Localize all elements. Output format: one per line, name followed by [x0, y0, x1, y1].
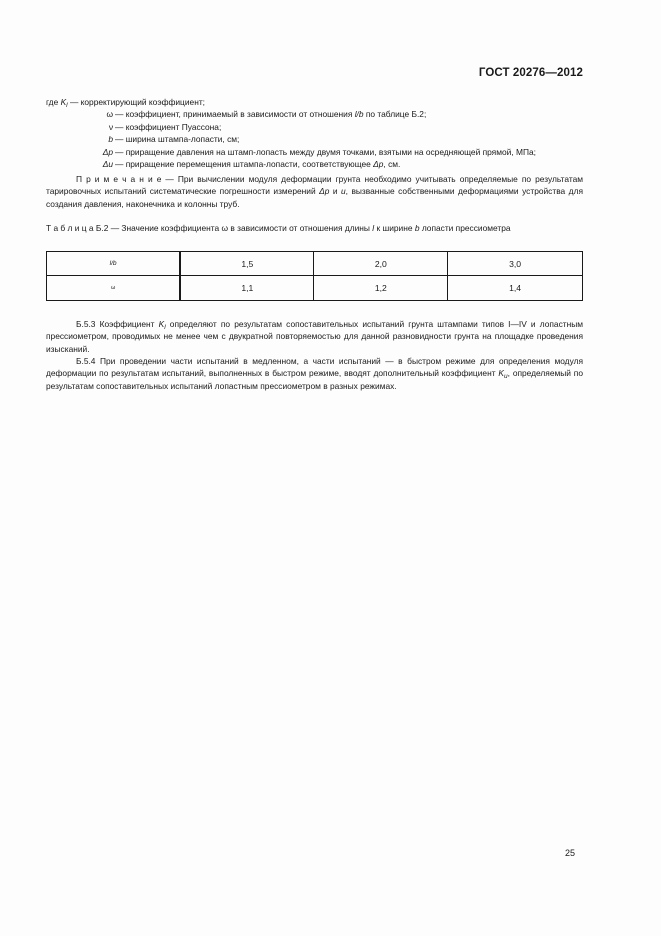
page-number: 25 — [564, 848, 575, 858]
ratio-symbol: l/b — [354, 109, 364, 120]
inline-symbol: Δp — [373, 158, 384, 169]
paragraph-text: определяют по результатам сопоставительных испытаний грунта штампами типов I—IV и лопастным прессиометром, проводимых не менее чем с двукратной повторяемостью для данной разновидности грунта на площадке проведения изысканий. — [46, 319, 583, 354]
paragraph-text: Б.5.3 Коэффициент — [76, 319, 159, 329]
definition-text-tail: , см. — [383, 158, 401, 169]
symbol: ν — [108, 121, 113, 132]
symbol: ω — [106, 109, 113, 120]
symbol: K — [60, 97, 67, 107]
definition-text: — коэффициент Пуассона; — [115, 121, 222, 132]
where-label: где — [46, 97, 59, 107]
table-caption — [46, 222, 583, 234]
paragraph-text: Б.5.4 При проведении части испытаний в медленном, а части испытаний — в быстром режиме для определения модуля деформации по результатам испытаний, выполненных в быстром режиме, вводят дополнительный коэффициент — [46, 356, 583, 379]
definition-row — [46, 158, 586, 170]
paragraph-b54 — [46, 355, 583, 392]
symbol: Δu — [102, 158, 113, 169]
note-text: , вызванные собственными деформациями устройства для создания давления, наконечника и колонны труб. — [46, 186, 583, 209]
definition-row — [46, 146, 586, 158]
definition-row — [46, 96, 586, 108]
definition-text: — приращение давления на штамп-лопасть между двумя точками, взятыми на осредняющей прямой, МПа; — [115, 146, 536, 157]
table-cell: 1,1 — [180, 276, 314, 301]
table-row-header: ω — [47, 276, 181, 301]
definition-row — [46, 108, 586, 120]
inline-symbol: Δp — [319, 186, 330, 197]
caption-text: лопасти прессиометра — [419, 223, 511, 233]
coefficient-table — [46, 251, 583, 301]
document-header: ГОСТ 20276—2012 — [478, 67, 583, 79]
table-cell: 2,0 — [314, 252, 448, 276]
paragraph-b53 — [46, 318, 583, 355]
note-label: П р и м е ч а н и е — [76, 174, 162, 184]
table-row — [47, 252, 583, 276]
table-cell: 1,5 — [180, 252, 314, 276]
symbol-subscript: l — [164, 324, 166, 331]
symbol-subscript: l — [66, 102, 68, 109]
definition-text: — корректирующий коэффициент; — [69, 97, 205, 107]
definition-text: — ширина штампа-лопасти, см; — [115, 134, 240, 145]
inline-symbol: K — [498, 368, 504, 379]
caption-text: к ширине — [374, 223, 415, 233]
table-cell: 1,2 — [314, 276, 448, 301]
symbol: Δp — [102, 146, 113, 157]
table-row-header: l/b — [47, 252, 181, 276]
note-text: — При вычислении модуля деформации грунта необходимо учитывать определяемые по результатам тарировочных испытаний систематические погрешности измерений — [46, 174, 583, 197]
table-row — [47, 276, 583, 301]
definition-text: — приращение перемещения штампа-лопасти, соответствующее — [115, 158, 374, 169]
inline-symbol: b — [414, 223, 420, 233]
definition-row — [46, 121, 586, 133]
table-cell: 1,4 — [448, 276, 583, 301]
caption-text: Б.2 — Значение коэффициента ω в зависимости от отношения длины — [93, 223, 373, 233]
definition-text-tail: по таблице Б.2; — [363, 109, 427, 120]
definition-text: — коэффициент, принимаемый в зависимости от отношения — [115, 109, 355, 120]
paragraph-text: , определяемый по результатам сопоставительных испытаний лопастным прессиометром в разных режимах. — [46, 368, 583, 391]
symbol-subscript: u — [504, 373, 508, 381]
note-text: и — [329, 186, 341, 197]
inline-symbol: u — [340, 186, 346, 197]
inline-symbol: K — [158, 319, 165, 329]
definition-row — [46, 133, 586, 145]
inline-symbol: l — [372, 223, 375, 233]
note-paragraph — [46, 173, 583, 210]
symbol: b — [108, 134, 113, 145]
table-cell: 3,0 — [448, 252, 583, 276]
definitions-list — [46, 96, 586, 170]
table-label: Т а б л и ц а — [46, 223, 94, 233]
